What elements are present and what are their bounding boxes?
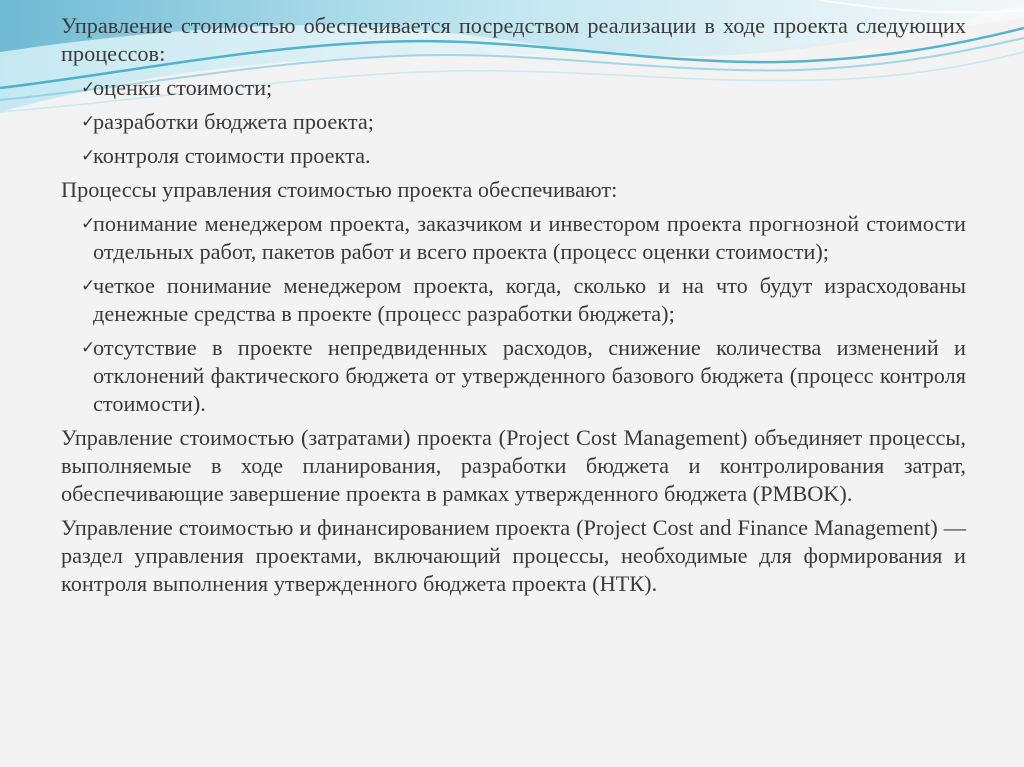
bullet-list-outcomes	[81, 210, 966, 418]
check-icon: ✓	[81, 112, 96, 132]
check-icon: ✓	[81, 276, 96, 296]
paragraph-ntk-definition: Управление стоимостью и финансированием проекта (Project Cost and Finance Management) — раздел управления проектами, включающий процессы, необходимые для формирования и контроля выполнения утвержденного бюджета проекта (НТК).	[61, 515, 966, 596]
check-icon: ✓	[81, 214, 96, 234]
paragraph-pmbok-definition: Управление стоимостью (затратами) проекта (Project Cost Management) объединяет процессы, выполняемые в ходе планирования, разработки бюджета и контролирования затрат, обеспечивающие завершение проекта в рамках утвержденного бюджета (PMBOK).	[61, 425, 966, 506]
list-item	[81, 334, 966, 418]
list-item-text: понимание менеджером проекта, заказчиком и инвестором проекта прогнозной стоимости отдельных работ, пакетов работ и всего проекта (процесс оценки стоимости);	[93, 211, 966, 264]
list-item-text: отсутствие в проекте непредвиденных расходов, снижение количества изменений и отклонений фактического бюджета от утвержденного базового бюджета (процесс контроля стоимости).	[93, 335, 966, 416]
list-item-text: оценки стоимости;	[93, 75, 273, 100]
list-item	[81, 142, 966, 170]
list-item-text: контроля стоимости проекта.	[93, 143, 371, 168]
list-item	[81, 108, 966, 136]
check-icon: ✓	[81, 146, 96, 166]
paragraph-provides: Процессы управления стоимостью проекта обеспечивают:	[61, 177, 618, 202]
list-item	[81, 272, 966, 328]
list-item-text: четкое понимание менеджером проекта, когда, сколько и на что будут израсходованы денежные средства в проекте (процесс разработки бюджета);	[93, 273, 966, 326]
list-item	[81, 74, 966, 102]
check-icon: ✓	[81, 78, 96, 98]
slide-body	[61, 12, 966, 604]
list-item	[81, 210, 966, 266]
bullet-list-processes	[81, 74, 966, 170]
list-item-text: разработки бюджета проекта;	[93, 109, 374, 134]
paragraph-intro: Управление стоимостью обеспечивается посредством реализации в ходе проекта следующих процессов:	[61, 13, 966, 66]
check-icon: ✓	[81, 338, 96, 358]
